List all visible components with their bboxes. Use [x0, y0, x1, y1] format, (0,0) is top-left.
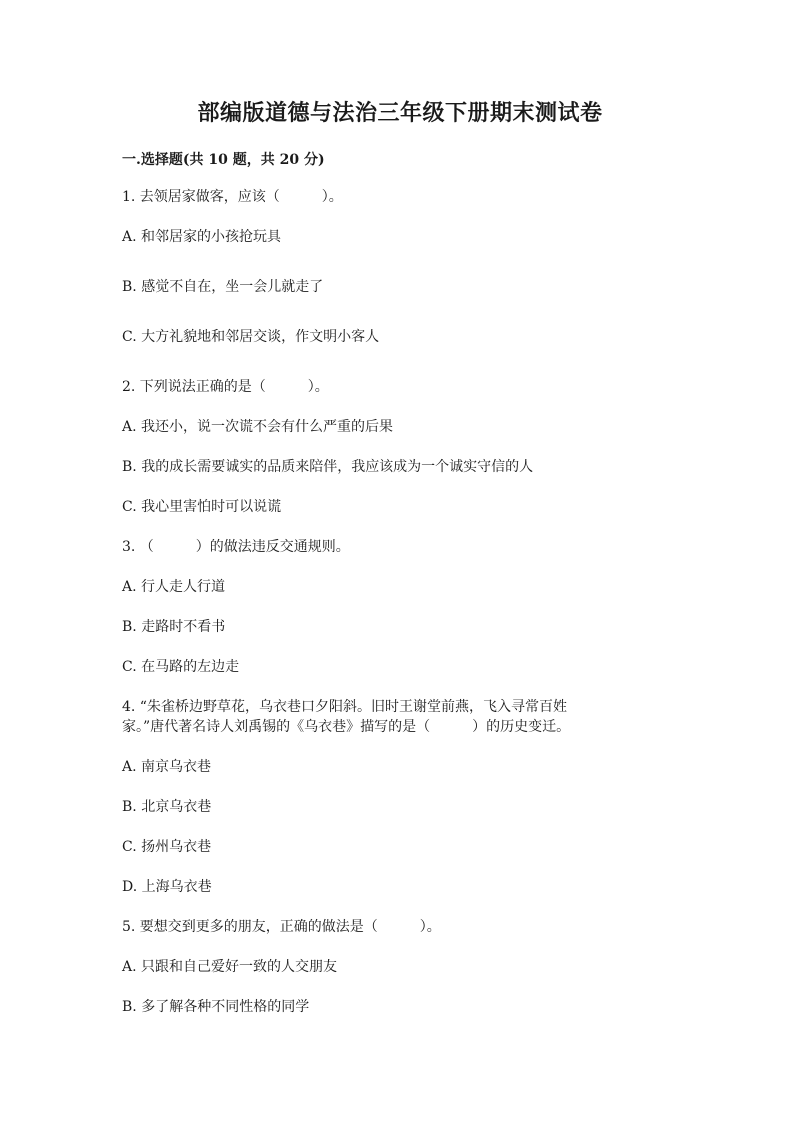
question-3-stem: 3. （ ）的做法违反交通规则。: [122, 539, 350, 555]
question-2-stem: 2. 下列说法正确的是（ ）。: [122, 379, 329, 395]
question-5-stem: 5. 要想交到更多的朋友，正确的做法是（ ）。: [122, 919, 441, 935]
question-5-option-b: B. 多了解各种不同性格的同学: [122, 999, 310, 1015]
question-3-option-a: A. 行人走人行道: [122, 579, 226, 595]
question-5-option-a: A. 只跟和自己爱好一致的人交朋友: [122, 959, 338, 975]
question-2-option-c: C. 我心里害怕时可以说谎: [122, 499, 282, 515]
question-3-option-c: C. 在马路的左边走: [122, 659, 240, 675]
question-2-option-b: B. 我的成长需要诚实的品质来陪伴，我应该成为一个诚实守信的人: [122, 459, 534, 475]
question-1-option-a: A. 和邻居家的小孩抢玩具: [122, 229, 282, 245]
question-4-option-a: A. 南京乌衣巷: [122, 759, 212, 775]
question-4-option-b: B. 北京乌衣巷: [122, 799, 212, 815]
question-1-option-b: B. 感觉不自在，坐一会儿就走了: [122, 279, 324, 295]
exam-title: 部编版道德与法治三年级下册期末测试卷: [197, 100, 603, 126]
question-4-stem-line-1: 4. “朱雀桥边野草花，乌衣巷口夕阳斜。旧时王谢堂前燕，飞入寻常百姓: [122, 699, 567, 715]
section-heading: 一.选择题(共 10 题，共 20 分): [122, 152, 325, 168]
question-4-option-d: D. 上海乌衣巷: [122, 879, 212, 895]
question-1-option-c: C. 大方礼貌地和邻居交谈，作文明小客人: [122, 329, 380, 345]
question-1-stem: 1. 去领居家做客，应该（ ）。: [122, 189, 343, 205]
question-4-stem-line-2: 家。”唐代著名诗人刘禹锡的《乌衣巷》描写的是（ ）的历史变迁。: [122, 719, 571, 735]
question-3-option-b: B. 走路时不看书: [122, 619, 226, 635]
question-2-option-a: A. 我还小，说一次谎不会有什么严重的后果: [122, 419, 394, 435]
question-4-option-c: C. 扬州乌衣巷: [122, 839, 212, 855]
